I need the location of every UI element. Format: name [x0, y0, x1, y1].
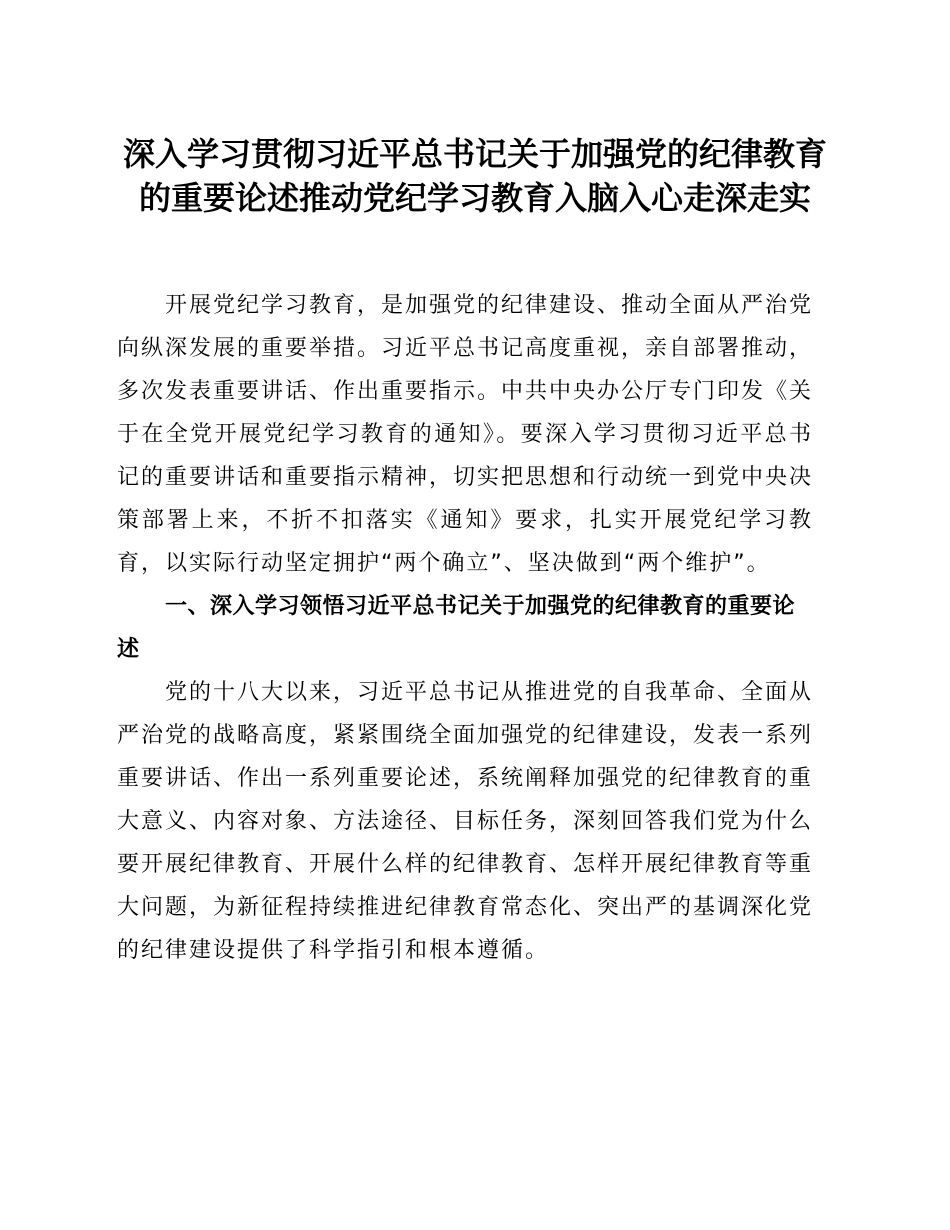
section-1-paragraph: 党的十八大以来，习近平总书记从推进党的自我革命、全面从严治党的战略高度，紧紧围绕全面加强党的纪律建设，发表一系列重要讲话、作出一系列重要论述，系统阐释加强党的纪律教育的重大意义、内容对象、方法途径、目标任务，深刻回答我们党为什么要开展纪律教育、开展什么样的纪律教育、怎样开展纪律教育等重大问题，为新征程持续推进纪律教育常态化、突出严的基调深化党的纪律建设提供了科学指引和根本遵循。: [117, 680, 814, 963]
section-heading-1: 一、深入学习领悟习近平总书记关于加强党的纪律教育的重要论述: [117, 594, 796, 662]
document-body: [117, 284, 813, 972]
document-title: 深入学习贯彻习近平总书记关于加强党的纪律教育的重要论述推动党纪学习教育入脑入心走深走实: [122, 135, 827, 217]
intro-paragraph: 开展党纪学习教育，是加强党的纪律建设、推动全面从严治党向纵深发展的重要举措。习近平总书记高度重视，亲自部署推动，多次发表重要讲话、作出重要指示。中共中央办公厅专门印发《关于在全党开展党纪学习教育的通知》。要深入学习贯彻习近平总书记的重要讲话和重要指示精神，切实把思想和行动统一到党中央决策部署上来，不折不扣落实《通知》要求，扎实开展党纪学习教育，以实际行动坚定拥护“两个确立”、坚决做到“两个维护”。: [117, 293, 814, 576]
